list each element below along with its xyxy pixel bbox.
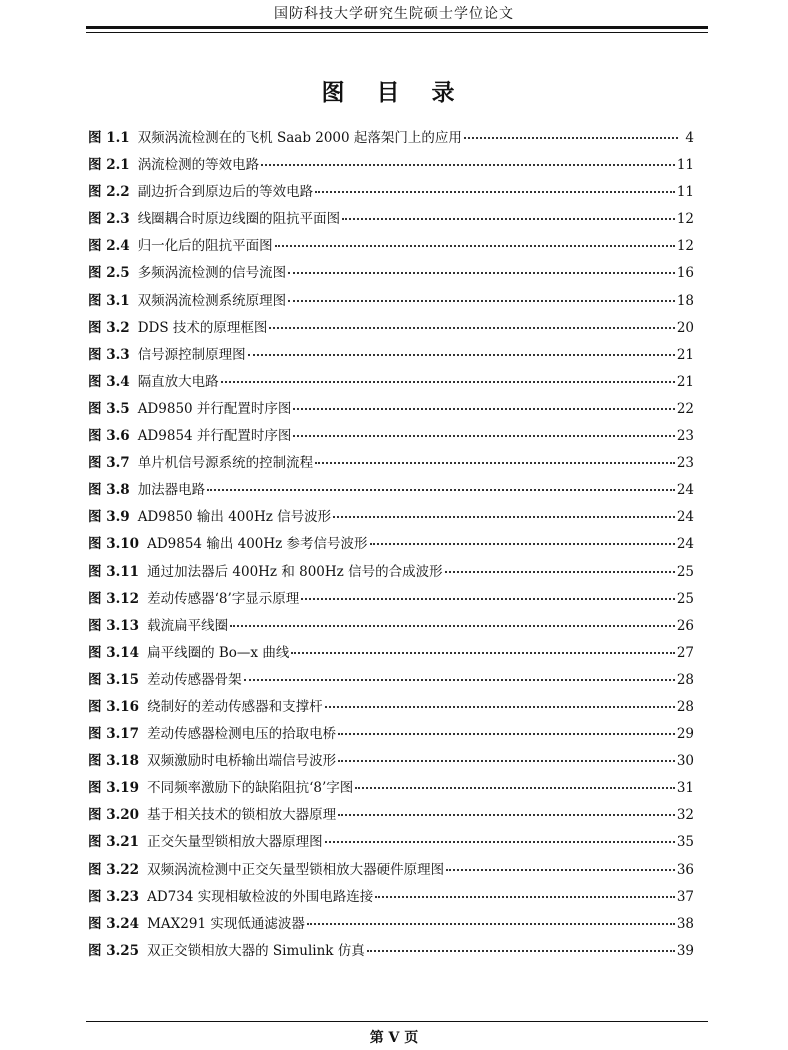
figure-label: 图 2.3 [88, 211, 130, 228]
figure-label: 图 3.8 [88, 482, 130, 499]
page-ref: 11 [676, 184, 694, 201]
page-ref: 24 [676, 482, 694, 499]
dot-leader [338, 732, 675, 735]
figure-label: 图 3.22 [88, 861, 140, 878]
toc-entry [88, 668, 694, 695]
page-ref: 20 [676, 319, 694, 336]
figure-label: 图 3.3 [88, 346, 130, 363]
figure-label: 图 3.18 [88, 753, 140, 770]
toc-entry [88, 858, 694, 885]
figure-label: 图 2.2 [88, 184, 130, 201]
dot-leader [367, 949, 675, 952]
figure-caption: 涡流检测的等效电路 [137, 157, 260, 174]
toc-entry [88, 397, 694, 424]
toc-entry [88, 343, 694, 370]
toc-entry [88, 505, 694, 532]
figure-label: 图 3.13 [88, 617, 140, 634]
figure-label: 图 3.23 [88, 888, 140, 905]
toc-entry [88, 316, 694, 343]
toc-entry [88, 803, 694, 830]
page-ref: 25 [676, 590, 694, 607]
toc-entry [88, 370, 694, 397]
figure-caption: 双频涡流检测中正交矢量型锁相放大器硬件原理图 [147, 861, 445, 878]
figure-label: 图 3.19 [88, 780, 140, 797]
dot-leader [288, 299, 675, 302]
figure-label: 图 3.25 [88, 942, 140, 959]
page-ref: 27 [676, 644, 694, 661]
page-ref: 29 [676, 726, 694, 743]
page-ref: 16 [676, 265, 694, 282]
page-ref: 30 [676, 753, 694, 770]
toc-entry [88, 939, 694, 966]
toc-entry [88, 261, 694, 288]
toc-entry [88, 424, 694, 451]
page-ref: 37 [676, 888, 694, 905]
figure-caption: 差动传感器‘8’字显示原理 [147, 590, 300, 607]
dot-leader [338, 759, 675, 762]
figure-caption: 不同频率激励下的缺陷阻抗‘8’字图 [147, 780, 354, 797]
figure-caption: 载流扁平线圈 [147, 617, 229, 634]
figure-label: 图 3.20 [88, 807, 140, 824]
dot-leader [293, 434, 674, 437]
page-ref: 23 [676, 455, 694, 472]
dot-leader [464, 136, 678, 139]
page-ref: 38 [676, 915, 694, 932]
dot-leader [333, 515, 675, 518]
page-ref: 4 [685, 130, 694, 146]
toc-entry [88, 912, 694, 939]
page-ref: 23 [676, 428, 694, 445]
page-ref: 11 [676, 157, 694, 174]
dot-leader [230, 624, 675, 627]
dot-leader [293, 407, 674, 410]
figure-caption: AD9850 输出 400Hz 信号波形 [137, 509, 332, 526]
dot-leader [446, 868, 675, 871]
figure-caption: 信号源控制原理图 [137, 346, 246, 363]
page-ref: 28 [676, 698, 694, 715]
page-ref: 24 [676, 509, 694, 526]
toc-entry [88, 126, 694, 153]
page-ref: 18 [676, 292, 694, 309]
figure-caption: AD9854 并行配置时序图 [137, 428, 292, 445]
figure-caption: MAX291 实现低通滤波器 [147, 915, 305, 932]
figure-caption: DDS 技术的原理框图 [137, 319, 268, 336]
figure-label: 图 3.17 [88, 726, 140, 743]
dot-leader [325, 840, 675, 843]
figure-caption: 副边折合到原边后的等效电路 [137, 184, 314, 201]
dot-leader [248, 353, 675, 356]
dot-leader [244, 678, 675, 681]
page-ref: 35 [676, 834, 694, 851]
dot-leader [275, 244, 675, 247]
figure-caption: 双正交锁相放大器的 Simulink 仿真 [147, 942, 365, 959]
toc-entry [88, 207, 694, 234]
figure-toc-list [88, 126, 694, 966]
page-ref: 12 [676, 211, 694, 228]
page-ref: 31 [676, 780, 694, 797]
page-ref: 28 [676, 671, 694, 688]
figure-caption: 归一化后的阻抗平面图 [137, 238, 273, 255]
figure-label: 图 2.5 [88, 265, 130, 282]
toc-entry [88, 180, 694, 207]
figure-label: 图 3.5 [88, 400, 130, 417]
figure-caption: 加法器电路 [137, 482, 206, 499]
dot-leader [261, 163, 675, 166]
figure-caption: AD9850 并行配置时序图 [137, 400, 292, 417]
page-ref: 12 [676, 238, 694, 255]
figure-caption: AD734 实现相敏检波的外围电路连接 [147, 888, 374, 905]
figure-label: 图 2.1 [88, 157, 130, 174]
figure-label: 图 3.4 [88, 373, 130, 390]
figure-label: 图 3.14 [88, 644, 140, 661]
page-ref: 21 [676, 346, 694, 363]
figure-caption: 扁平线圈的 Bo—x 曲线 [147, 644, 290, 661]
page-ref: 39 [676, 942, 694, 959]
figure-caption: 线圈耦合时原边线圈的阻抗平面图 [137, 211, 341, 228]
toc-entry [88, 722, 694, 749]
dot-leader [207, 488, 675, 491]
page-ref: 24 [676, 536, 694, 553]
figure-label: 图 3.7 [88, 455, 130, 472]
page-title: 图 目 录 [321, 80, 467, 106]
toc-entry [88, 830, 694, 857]
dot-leader [301, 597, 675, 600]
figure-label: 图 3.10 [88, 536, 140, 553]
figure-caption: 绕制好的差动传感器和支撑杆 [147, 698, 323, 715]
toc-entry [88, 776, 694, 803]
toc-entry [88, 234, 694, 261]
figure-label: 图 3.2 [88, 319, 130, 336]
figure-label: 图 3.6 [88, 428, 130, 445]
toc-entry [88, 614, 694, 641]
dot-leader [315, 190, 675, 193]
figure-caption: 隔直放大电路 [137, 373, 219, 390]
dot-leader [355, 786, 675, 789]
figure-caption: 正交矢量型锁相放大器原理图 [147, 834, 323, 851]
dot-leader [338, 813, 675, 816]
figure-caption: 双频涡流检测在的飞机 Saab 2000 起落架门上的应用 [137, 130, 462, 146]
dot-leader [291, 651, 674, 654]
figure-label: 图 2.4 [88, 238, 130, 255]
page-ref: 25 [676, 563, 694, 580]
figure-label: 图 3.9 [88, 509, 130, 526]
figure-label: 图 3.15 [88, 671, 140, 688]
figure-caption: 双频涡流检测系统原理图 [137, 292, 287, 309]
page-ref: 22 [676, 400, 694, 417]
toc-entry [88, 289, 694, 316]
figure-caption: 多频涡流检测的信号流图 [137, 265, 287, 282]
figure-caption: AD9854 输出 400Hz 参考信号波形 [147, 536, 368, 553]
figure-label: 图 3.11 [88, 563, 140, 580]
toc-entry [88, 478, 694, 505]
dot-leader [370, 542, 675, 545]
figure-label: 图 1.1 [88, 130, 130, 146]
dot-leader [307, 922, 675, 925]
toc-entry [88, 451, 694, 478]
header-rule-thick [86, 26, 708, 29]
figure-caption: 差动传感器骨架 [147, 671, 242, 688]
dot-leader [269, 326, 674, 329]
figure-caption: 通过加法器后 400Hz 和 800Hz 信号的合成波形 [147, 563, 443, 580]
dot-leader [288, 271, 675, 274]
footer-rule [86, 1021, 708, 1022]
dot-leader [315, 461, 675, 464]
figure-caption: 双频激励时电桥输出端信号波形 [147, 753, 337, 770]
figure-label: 图 3.1 [88, 292, 130, 309]
toc-entry [88, 153, 694, 180]
toc-entry [88, 749, 694, 776]
toc-entry [88, 532, 694, 559]
figure-label: 图 3.12 [88, 590, 140, 607]
dot-leader [375, 895, 675, 898]
toc-entry [88, 695, 694, 722]
figure-caption: 基于相关技术的锁相放大器原理 [147, 807, 337, 824]
page-ref: 32 [676, 807, 694, 824]
page-number: 第 V 页 [369, 1030, 419, 1046]
figure-label: 图 3.16 [88, 698, 140, 715]
dot-leader [325, 705, 675, 708]
figure-caption: 单片机信号源系统的控制流程 [137, 455, 314, 472]
toc-entry [88, 641, 694, 668]
figure-label: 图 3.21 [88, 834, 140, 851]
header-rule-thin [86, 32, 708, 33]
toc-entry [88, 885, 694, 912]
dot-leader [445, 570, 675, 573]
toc-entry [88, 587, 694, 614]
figure-label: 图 3.24 [88, 915, 140, 932]
running-header: 国防科技大学研究生院硕士学位论文 [274, 6, 514, 22]
page-ref: 26 [676, 617, 694, 634]
dot-leader [342, 217, 675, 220]
dot-leader [221, 380, 675, 383]
toc-entry [88, 560, 694, 587]
page-ref: 36 [676, 861, 694, 878]
page-ref: 21 [676, 373, 694, 390]
figure-caption: 差动传感器检测电压的拾取电桥 [147, 726, 337, 743]
